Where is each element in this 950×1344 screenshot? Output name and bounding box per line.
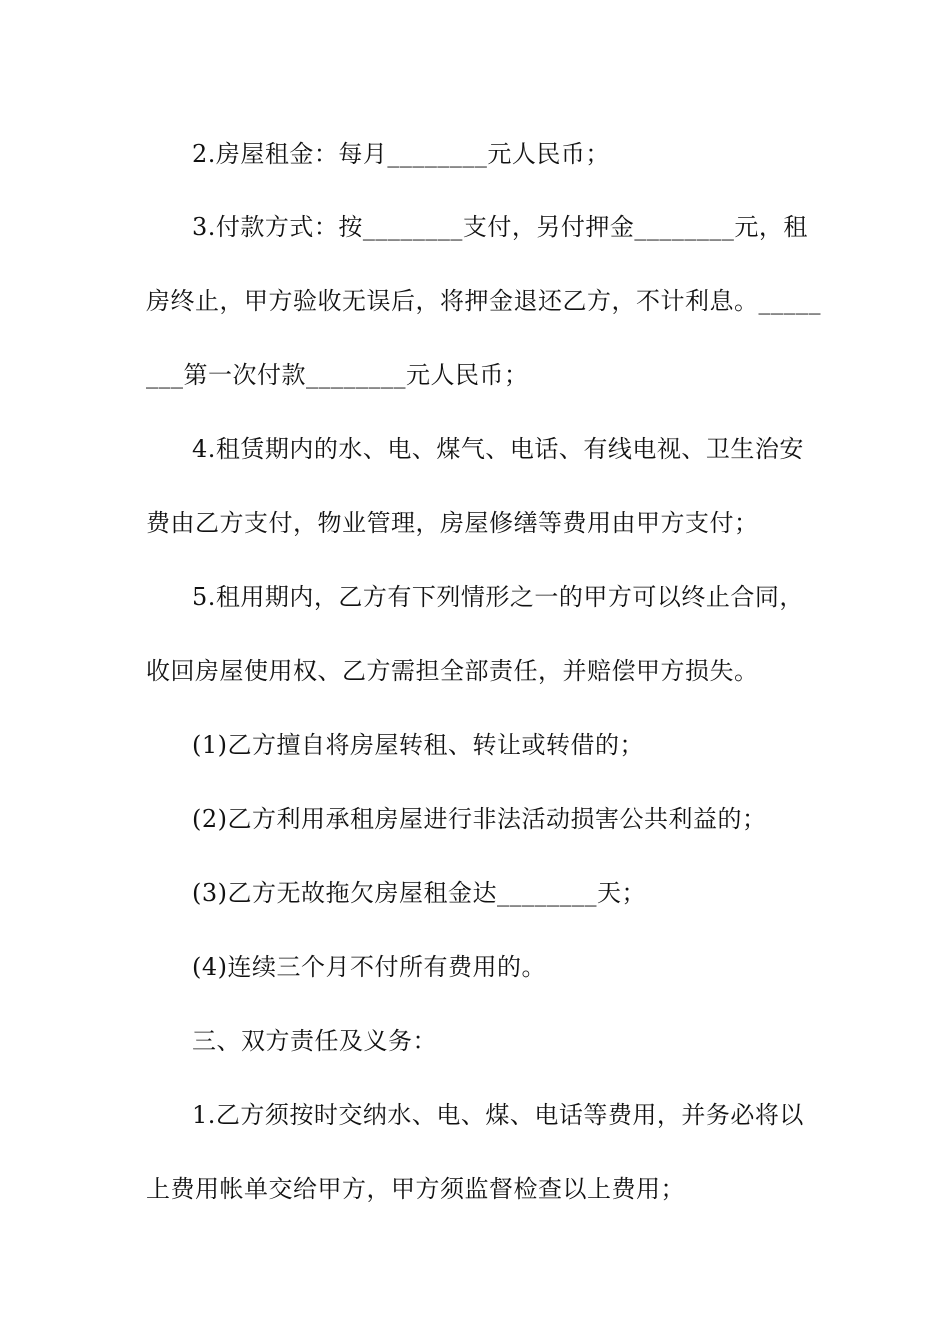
clause-payment-method-cont-2: ___第一次付款________元人民币；: [146, 361, 529, 389]
clause-utilities-cont: 费由乙方支付，物业管理，房屋修缮等费用由甲方支付；: [146, 509, 759, 537]
termination-item-2: (2)乙方利用承租房屋进行非法活动损害公共利益的；: [192, 805, 767, 833]
clause-utilities: 4.租赁期内的水、电、煤气、电话、有线电视、卫生治安: [192, 435, 804, 463]
responsibility-item-1: 1.乙方须按时交纳水、电、煤、电话等费用，并务必将以: [192, 1101, 804, 1129]
clause-termination-cont: 收回房屋使用权、乙方需担全部责任，并赔偿甲方损失。: [146, 657, 759, 685]
responsibility-item-1-cont: 上费用帐单交给甲方，甲方须监督检查以上费用；: [146, 1175, 685, 1203]
section-heading-responsibilities: 三、双方责任及义务：: [192, 1027, 437, 1055]
termination-item-3: (3)乙方无故拖欠房屋租金达________天；: [192, 879, 646, 907]
termination-item-4: (4)连续三个月不付所有费用的。: [192, 953, 546, 981]
clause-rent: 2.房屋租金：每月________元人民币；: [192, 140, 610, 168]
clause-termination: 5.租用期内，乙方有下列情形之一的甲方可以终止合同，: [192, 583, 804, 611]
clause-payment-method-cont-1: 房终止，甲方验收无误后，将押金退还乙方，不计利息。_____: [146, 287, 821, 315]
termination-item-1: (1)乙方擅自将房屋转租、转让或转借的；: [192, 731, 644, 759]
clause-payment-method: 3.付款方式：按________支付，另付押金________元，租: [192, 213, 808, 241]
